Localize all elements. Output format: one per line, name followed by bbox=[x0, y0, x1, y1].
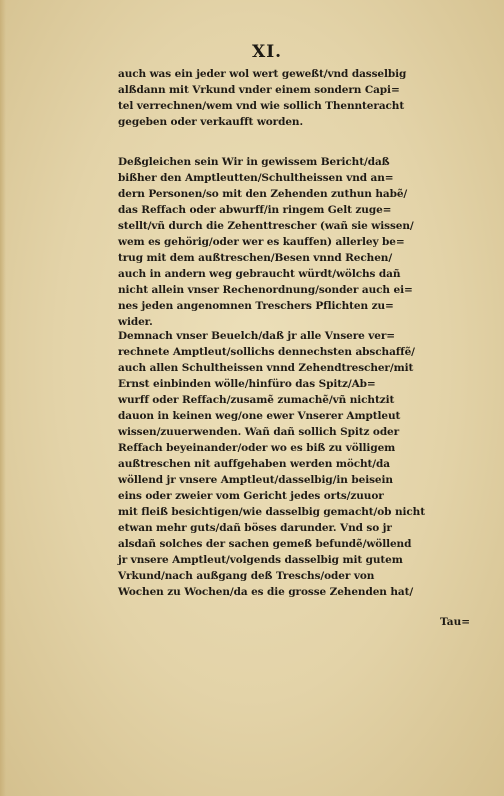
text-line: wöllend jr vnsere Amptleut/dasselbig/in beisein bbox=[118, 474, 393, 486]
text-line: trug mit dem außtreschen/Besen vnnd Rechen/ bbox=[118, 252, 393, 264]
text-line: eins oder zweier vom Gericht jedes orts/zuuor bbox=[118, 490, 384, 502]
text-line: mit fleiß besichtigen/wie dasselbig gemacht/ob nicht bbox=[118, 506, 425, 518]
text-line: rechnete Amptleut/sollichs dennechsten abschaffẽ/ bbox=[118, 346, 415, 358]
catchword: Tau= bbox=[440, 616, 471, 628]
text-line: Vrkund/nach außgang deß Treschs/oder von bbox=[118, 570, 375, 582]
text-line: das Reffach oder abwurff/in ringem Gelt zuge= bbox=[118, 204, 392, 216]
text-line: alsdañ solches der sachen gemeß befundẽ/wöllend bbox=[118, 538, 412, 550]
text-line: alßdann mit Vrkund vnder einem sondern Capi= bbox=[118, 84, 400, 96]
text-line: wem es gehörig/oder wer es kauffen) allerley be= bbox=[118, 236, 405, 248]
text-line: Ernst einbinden wölle/hinfüro das Spitz/Ab= bbox=[118, 378, 376, 390]
text-line: gegeben oder verkaufft worden. bbox=[118, 116, 304, 128]
text-line: nes jeden angenomnen Treschers Pflichten zu= bbox=[118, 300, 394, 312]
text-line: außtreschen nit auffgehaben werden möcht/da bbox=[118, 458, 390, 470]
text-line: Deßgleichen sein Wir in gewissem Bericht/daß bbox=[118, 156, 390, 168]
text-line: Reffach beyeinander/oder wo es biß zu völligem bbox=[118, 442, 396, 454]
text-line: dauon in keinen weg/one ewer Vnserer Amptleut bbox=[118, 410, 401, 422]
text-line: dern Personen/so mit den Zehenden zuthun habẽ/ bbox=[118, 188, 408, 200]
text-line: nicht allein vnser Rechenordnung/sonder auch ei= bbox=[118, 284, 413, 296]
text-line: auch allen Schultheissen vnnd Zehendtrescher/mit bbox=[118, 362, 414, 374]
text-line: wurff oder Reffach/zusamẽ zumachẽ/vñ nichtzit bbox=[118, 394, 395, 406]
text-line: auch in andern weg gebraucht würdt/wölchs dañ bbox=[118, 268, 401, 280]
text-line: bißher den Amptleutten/Schultheissen vnd an= bbox=[118, 172, 394, 184]
text-line: jr vnsere Amptleut/volgends dasselbig mit gutem bbox=[118, 554, 403, 566]
text-line: Wochen zu Wochen/da es die grosse Zehenden hat/ bbox=[118, 586, 414, 598]
text-line: auch was ein jeder wol wert geweßt/vnd dasselbig bbox=[118, 68, 407, 80]
text-line: Demnach vnser Beuelch/daß jr alle Vnsere ver= bbox=[118, 330, 395, 342]
page-shadow-edge bbox=[0, 0, 6, 796]
text-line: wissen/zuuerwenden. Wañ dañ sollich Spitz oder bbox=[118, 426, 400, 438]
text-line: tel verrechnen/wem vnd wie sollich Thennteracht bbox=[118, 100, 405, 112]
text-line: etwan mehr guts/dañ böses darunder. Vnd so jr bbox=[118, 522, 392, 534]
folio-number: XI. bbox=[252, 42, 283, 62]
text-line: wider. bbox=[118, 316, 153, 328]
text-line: stellt/vñ durch die Zehenttrescher (wañ sie wissen/ bbox=[118, 220, 414, 232]
